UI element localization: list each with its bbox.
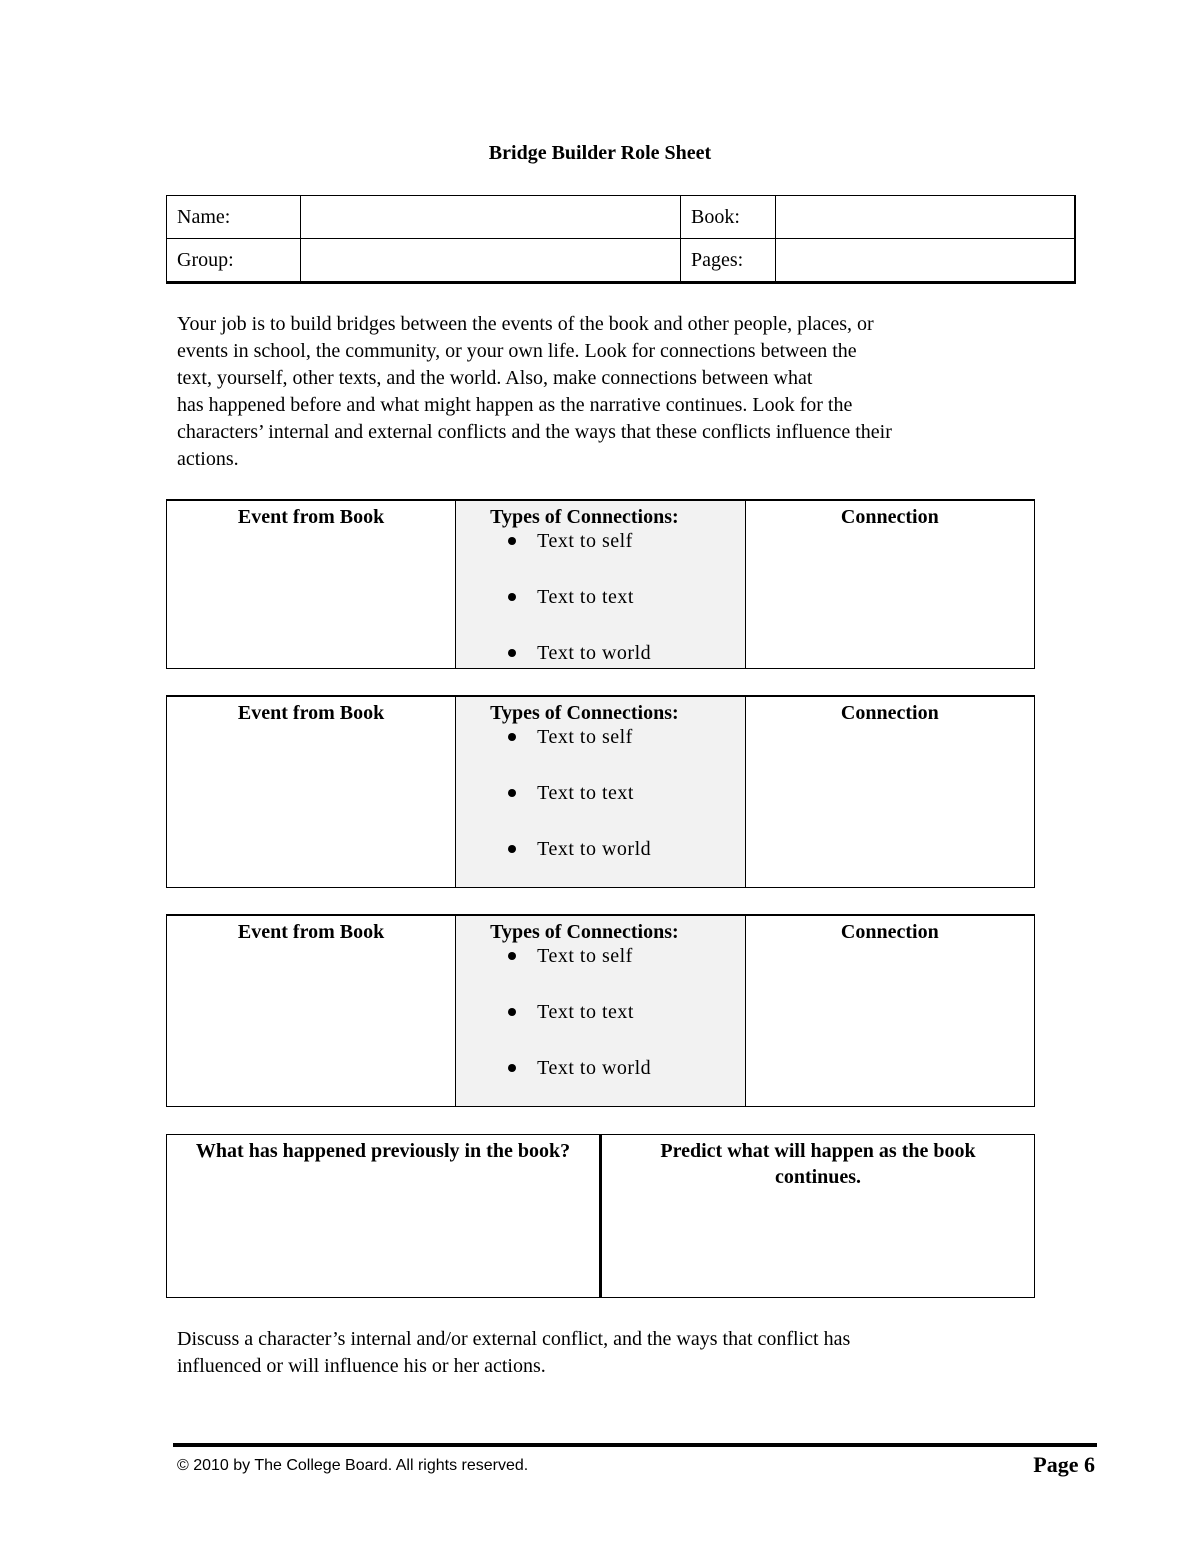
page-number: Page 6 (1033, 1452, 1095, 1477)
connection-table-3 (166, 914, 1035, 1107)
group-label: Group: (167, 239, 301, 283)
book-field[interactable] (776, 196, 1076, 239)
discussion-line: influenced or will influence his or her actions. (177, 1355, 546, 1377)
list-item: Text to self (504, 725, 745, 749)
connection-table-2 (166, 695, 1035, 888)
connection-cell[interactable] (745, 696, 1034, 887)
instructions-line: actions. (177, 448, 239, 470)
instructions-line: Your job is to build bridges between the events of the book and other people, places, or (177, 313, 874, 335)
connection-cell[interactable] (745, 500, 1034, 668)
discussion-prompt (177, 1326, 1017, 1380)
predict-header: Predict what will happen as the book continues. (660, 1140, 976, 1188)
types-cell (456, 915, 746, 1106)
discussion-line: Discuss a character’s internal and/or external conflict, and the ways that conflict has (177, 1328, 851, 1350)
types-list (456, 725, 745, 861)
footer-divider (173, 1443, 1097, 1447)
types-header: Types of Connections: (490, 702, 679, 724)
list-item: Text to text (504, 781, 745, 805)
group-field[interactable] (301, 239, 681, 283)
event-header: Event from Book (237, 702, 385, 724)
types-cell (456, 696, 746, 887)
book-label: Book: (681, 196, 776, 239)
types-header: Types of Connections: (490, 506, 679, 528)
event-cell[interactable] (167, 500, 456, 668)
list-item: Text to world (504, 837, 745, 861)
list-item: Text to world (504, 641, 745, 665)
instructions-line: text, yourself, other texts, and the world. Also, make connections between what (177, 367, 813, 389)
list-item: Text to self (504, 529, 745, 553)
list-item: Text to world (504, 1056, 745, 1080)
types-cell (456, 500, 746, 668)
types-header: Types of Connections: (490, 921, 679, 943)
event-header: Event from Book (237, 506, 385, 528)
instructions-line: events in school, the community, or your own life. Look for connections between the (177, 340, 857, 362)
name-field[interactable] (301, 196, 681, 239)
list-item: Text to text (504, 1000, 745, 1024)
instructions (177, 311, 1037, 473)
name-label: Name: (167, 196, 301, 239)
event-cell[interactable] (167, 696, 456, 887)
connection-header: Connection (840, 702, 939, 724)
list-item: Text to text (504, 585, 745, 609)
connection-cell[interactable] (745, 915, 1034, 1106)
pages-field[interactable] (776, 239, 1076, 283)
pages-label: Pages: (681, 239, 776, 283)
types-list (456, 944, 745, 1080)
event-header: Event from Book (237, 921, 385, 943)
copyright-notice: © 2010 by The College Board. All rights reserved. (177, 1457, 529, 1474)
types-list (456, 529, 745, 665)
previous-header: What has happened previously in the book? (195, 1140, 571, 1162)
instructions-line: characters’ internal and external conflicts and the ways that these conflicts influence their (177, 421, 892, 443)
connection-header: Connection (840, 506, 939, 528)
connection-header: Connection (840, 921, 939, 943)
prediction-table (166, 1134, 1035, 1298)
page-title: Bridge Builder Role Sheet (488, 142, 712, 164)
connection-table-1 (166, 499, 1035, 669)
student-info-table (166, 195, 1076, 284)
instructions-line: has happened before and what might happen as the narrative continues. Look for the (177, 394, 853, 416)
list-item: Text to self (504, 944, 745, 968)
prediction-cell[interactable] (601, 1135, 1035, 1298)
event-cell[interactable] (167, 915, 456, 1106)
previous-events-cell[interactable] (167, 1135, 601, 1298)
